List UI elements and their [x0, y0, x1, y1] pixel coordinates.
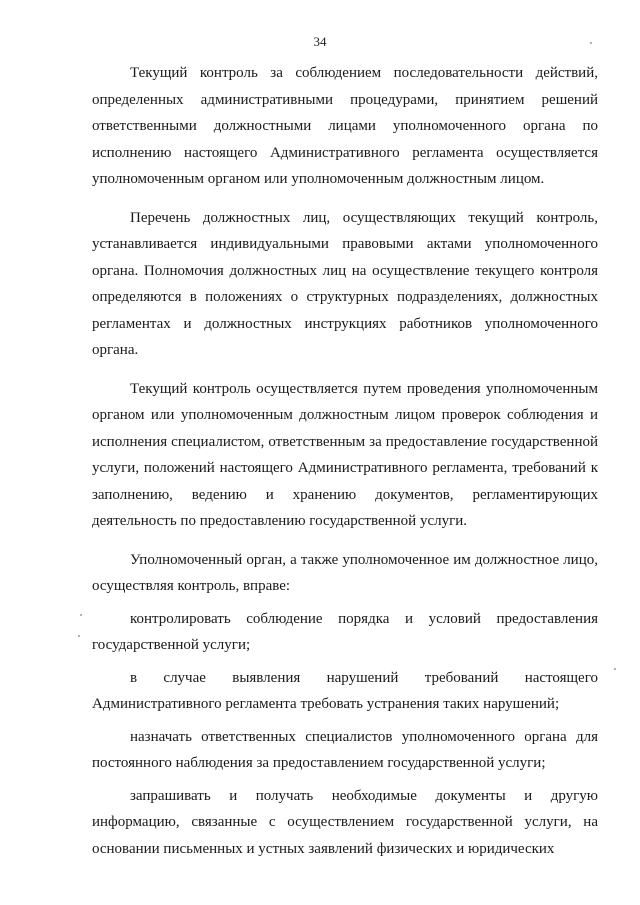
paragraph-control-method: Текущий контроль осуществляется путем проведения уполномоченным органом или уполномоченным должностным лицом проверок соблюдения и исполнения специалистом, ответственным за предоставление государственной услуги, положений настоящего Административного регламента, требований к заполнению, ведению и хранению документов, регламентирующих деятельность по предоставлению государственной услуги.: [92, 380, 598, 529]
list-item-control-compliance: контролировать соблюдение порядка и условий предоставления государственной услуги;: [92, 610, 598, 653]
list-item-request-documents: запрашивать и получать необходимые документы и другую информацию, связанные с осуществлением государственной услуги, на основании письменных и устных заявлений физических и юридических: [92, 787, 598, 857]
document-body: [92, 60, 598, 868]
paragraph-current-control: Текущий контроль за соблюдением последовательности действий, определенных административными процедурами, принятием решений ответственными должностными лицами уполномоченного органа по исполнению настоящего Административного регламента осуществляется уполномоченным органом или уполномоченным должностным лицом.: [92, 65, 598, 187]
scan-speck-left-2: [78, 635, 80, 637]
paragraph-authority-rights: Уполномоченный орган, а также уполномоченное им должностное лицо, осуществляя контроль, вправе:: [92, 551, 598, 594]
scan-speck-top-right: [590, 42, 592, 44]
list-item-assign-specialists: назначать ответственных специалистов уполномоченного органа для постоянного наблюдения за предоставлением государственной услуги;: [92, 728, 598, 771]
paragraph-officials-list: Перечень должностных лиц, осуществляющих текущий контроль, устанавливается индивидуальными правовыми актами уполномоченного органа. Полномочия должностных лиц на осуществление текущего контроля определяются в положениях о структурных подразделениях, должностных регламентах и должностных инструкциях работников уполномоченного органа.: [92, 209, 598, 358]
page-number: 34: [313, 34, 327, 49]
scan-speck-right: [614, 668, 616, 670]
list-item-require-elimination: в случае выявления нарушений требований настоящего Административного регламента требовать устранения таких нарушений;: [92, 669, 598, 712]
scan-speck-left-1: [80, 614, 82, 616]
